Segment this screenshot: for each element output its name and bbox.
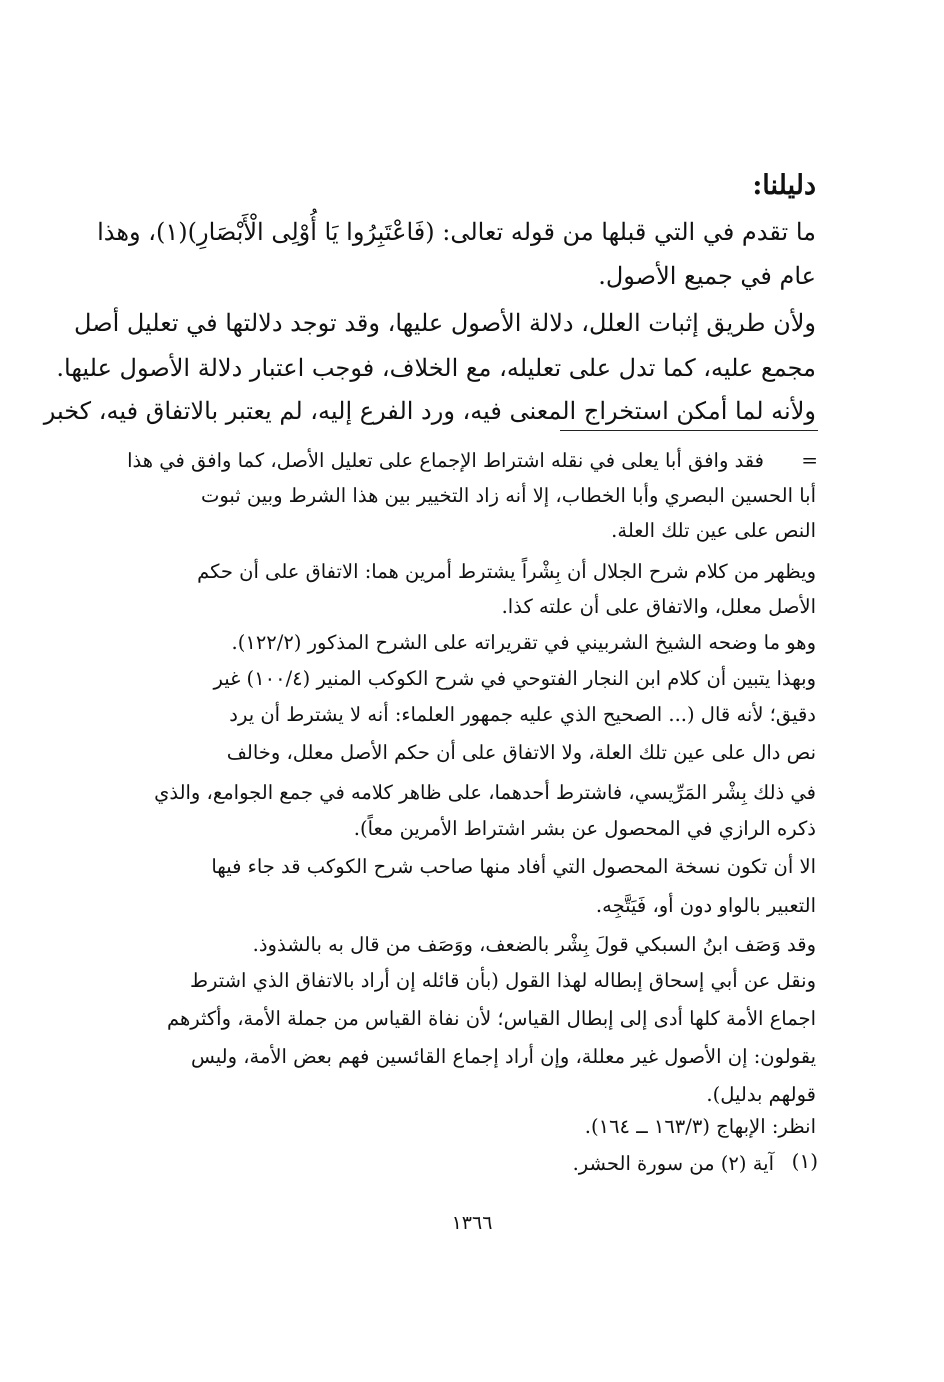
footnote-text: آية (٢) من سورة الحشر.: [572, 1152, 774, 1175]
footnote-line: النص على عين تلك العلة.: [611, 519, 816, 542]
page-number: ١٣٦٦: [451, 1212, 493, 1234]
footnote-line: فقد وافق أبا يعلى في نقله اشتراط الإجماع على تعليل الأصل، كما وافق في هذا: [127, 449, 764, 472]
main-text-line: ولأنه لما أمكن استخراج المعنى فيه، ورد الفرع إليه، لم يعتبر بالاتفاق فيه، كخبر: [43, 397, 816, 425]
main-text-line: مجمع عليه، كما تدل على تعليله، مع الخلاف، فوجب اعتبار دلالة الأصول عليها.: [56, 354, 816, 382]
footnote-line: الأصل معلل، والاتفاق على أن علته كذا.: [501, 595, 816, 618]
main-text-line: ما تقدم في التي قبلها من قوله تعالى: (فَاعْتَبِرُوا يَا أُوْلِى الْأَبْصَارِ)(١)، وهذا: [97, 218, 816, 246]
footnote-line: وبهذا يتبين أن كلام ابن النجار الفتوحي في شرح الكوكب المنير (١٠٠/٤) غير: [213, 667, 816, 690]
footnote-line: في ذلك بِشْر المَرِّيسي، فاشترط أحدهما، على ظاهر كلامه في جمع الجوامع، والذي: [154, 781, 816, 804]
footnote-line: وقد وَصَف ابنُ السبكي قولَ بِشْر بالضعف، ووَصَف من قال به بالشذوذ.: [252, 933, 816, 956]
footnote-line: ونقل عن أبي إسحاق إبطاله لهذا القول (بأن قائله إن أراد بالاتفاق الذي اشترط: [190, 969, 816, 992]
section-heading: دليلنا:: [752, 170, 816, 201]
footnote-line: وهو ما وضحه الشيخ الشربيني في تقريراته على الشرح المذكور (١٢٢/٢).: [231, 631, 816, 654]
footnote-line: يقولون: إن الأصول غير معللة، وإن أراد إجماع القائسين فهم بعض الأمة، وليس: [190, 1045, 816, 1068]
footnote-line: انظر: الإبهاج (١٦٣/٣ ــ ١٦٤).: [584, 1115, 816, 1138]
footnote-line: الا أن تكون نسخة المحصول التي أفاد منها صاحب شرح الكوكب قد جاء فيها: [211, 855, 816, 878]
footnote-line: ذكره الرازي في المحصول عن بشر اشتراط الأمرين معاً).: [353, 817, 816, 840]
footnote-line: نص دال على عين تلك العلة، ولا الاتفاق على أن حكم الأصل معلل، وخالف: [226, 741, 816, 764]
footnote-line: اجماع الأمة كلها أدى إلى إبطال القياس؛ لأن نفاة القياس من جملة الأمة، وأكثرهم: [166, 1007, 816, 1030]
footnote-continuation-marker: =: [801, 448, 818, 472]
footnote-line: التعبير بالواو دون أو، فَيَتَّجِه.: [595, 894, 816, 917]
footnote-separator: [560, 430, 818, 431]
footnote-line: قولهم بدليل).: [706, 1083, 816, 1106]
footnote-number: (١): [791, 1149, 818, 1173]
main-text-line: ولأن طريق إثبات العلل، دلالة الأصول عليها، وقد توجد دلالتها في تعليل أصل: [74, 309, 816, 337]
footnote-line: أبا الحسين البصري وأبا الخطاب، إلا أنه زاد التخيير بين هذا الشرط وبين ثبوت: [200, 484, 816, 507]
footnote-line: ويظهر من كلام شرح الجلال أن بِشْراً يشترط أمرين هما: الاتفاق على أن حكم: [197, 560, 816, 583]
main-text-line: عام في جميع الأصول.: [598, 262, 816, 290]
footnote-line: دقيق؛ لأنه قال (... الصحيح الذي عليه جمهور العلماء: أنه لا يشترط أن يرد: [229, 703, 816, 726]
